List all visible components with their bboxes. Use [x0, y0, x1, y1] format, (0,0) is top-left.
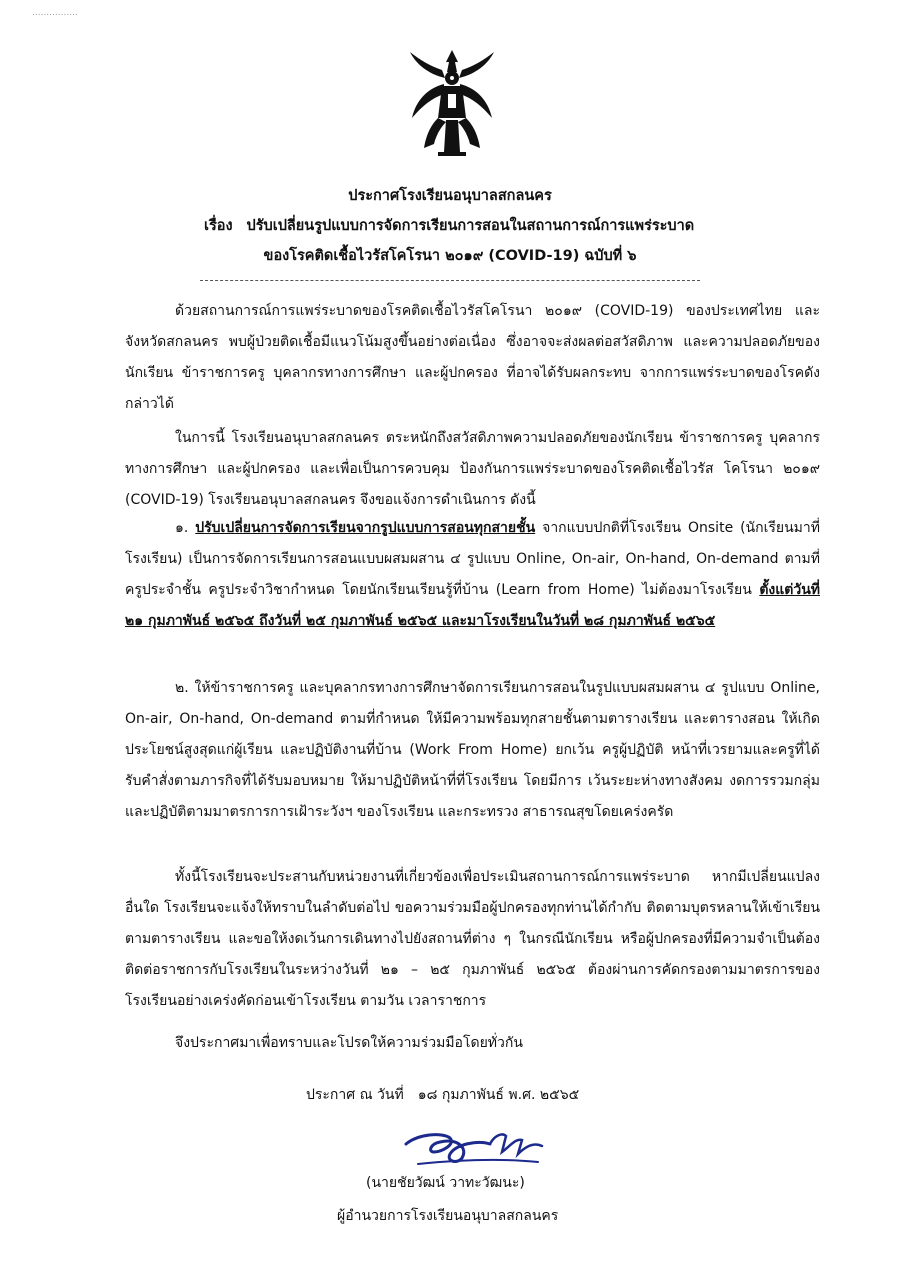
item-2 [125, 673, 820, 828]
header-divider [200, 280, 700, 281]
announcement-subject [204, 214, 900, 237]
coordination-paragraph [125, 862, 820, 1017]
page-mark: ................ [32, 8, 78, 18]
item-1 [125, 513, 820, 637]
signer-title: ผู้อำนวยการโรงเรียนอนุบาลสกลนคร [337, 1208, 559, 1224]
item-1-dates: ตั้งแต่วันที่ ๒๑ กุมภาพันธ์ ๒๕๖๕ ถึงวันที่ ๒๕ กุมภาพันธ์ ๒๕๖๕ และมาโรงเรียนในวันที่ ๒๘ กุมภาพันธ์ ๒๕๖๕ [125, 582, 821, 629]
intro-text: ด้วยสถานการณ์การแพร่ระบาดของโรคติดเชื้อไวรัสโคโรนา ๒๐๑๙ (COVID-19) ของประเทศไทย และจังหวัดสกลนคร พบผู้ป่วยติดเชื้อมีแนวโน้มสูงขึ้นอย่างต่อเนื่อง ซึ่งอาจจะส่งผลต่อสวัสดิภาพ และความปลอดภัยของนักเรียน ข้าราชการครู บุคลากรทางการศึกษา และผู้ปกครอง ที่อาจได้รับผลกระทบ จากการแพร่ระบาดของโรคดังกล่าวได้ [125, 303, 820, 412]
item-1-text: จากแบบปกติที่โรงเรียน Onsite (นักเรียนมาที่โรงเรียน) เป็นการจัดการเรียนการสอนแบบผสมผสาน ๔ รูปแบบ Online, On-air, On-hand, On-demand ตามที่ครูประจำชั้น ครูประจำวิชากำหนด โดยนักเรียนเรียนรู้ที่บ้าน (Learn from Home) ไม่ต้องมาโรงเรียน [125, 520, 820, 598]
item-2-text: ๒. ให้ข้าราชการครู และบุคลากรทางการศึกษาจัดการเรียนการสอนในรูปแบบผสมผสาน ๔ รูปแบบ Online, On-air, On-hand, On-demand ตามที่กำหนด ให้มีความพร้อมทุกสายชั้นตามตารางเรียน และตารางสอน ให้เกิดประโยชน์สูงสุดแก่ผู้เรียน และปฏิบัติงานที่บ้าน (Work From Home) ยกเว้น ครูผู้ปฏิบัติ หน้าที่เวรยามและครูที่ได้รับคำสั่งตามภารกิจที่ได้รับมอบหมาย ให้มาปฏิบัติหน้าที่ที่โรงเรียน โดยมีการ เว้นระยะห่างทางสังคม งดการรวมกลุ่มและปฏิบัติตามมาตรการการเฝ้าระวังฯ ของโรงเรียน และกระทรวง สาธารณสุขโดยเคร่งครัด [125, 680, 820, 820]
announced-date: ๑๘ กุมภาพันธ์ พ.ศ. ๒๕๖๕ [417, 1087, 580, 1103]
signature-image [398, 1122, 548, 1172]
action-paragraph [125, 423, 820, 516]
announced-label: ประกาศ ณ วันที่ [306, 1087, 404, 1103]
closing-text: จึงประกาศมาเพื่อทราบและโปรดให้ความร่วมมือโดยทั่วกัน [175, 1035, 523, 1051]
signer-name: (นายชัยวัฒน์ วาทะวัฒนะ) [366, 1175, 525, 1191]
garuda-emblem-icon [408, 48, 496, 158]
item-1-number: ๑. [175, 520, 189, 536]
subject-label: เรื่อง [204, 218, 233, 234]
announcement-title: ประกาศโรงเรียนอนุบาลสกลนคร [348, 188, 552, 204]
announcement-date [306, 1084, 579, 1106]
coordination-text: ทั้งนี้โรงเรียนจะประสานกับหน่วยงานที่เกี่ยวข้องเพื่อประเมินสถานการณ์การแพร่ระบาด หากมีเปลี่ยนแปลงอื่นใด โรงเรียนจะแจ้งให้ทราบในลำดับต่อไป ขอความร่วมมือผู้ปกครองทุกท่านได้กำกับ ติดตามบุตรหลานให้เข้าเรียนตามตารางเรียน และขอให้งดเว้นการเดินทางไปยังสถานที่ต่าง ๆ ในกรณีนักเรียน หรือผู้ปกครองที่มีความจำเป็นต้องติดต่อราชการกับโรงเรียนในระหว่างวันที่ ๒๑ – ๒๕ กุมภาพันธ์ ๒๕๖๕ ต้องผ่านการคัดกรองตามมาตรการของโรงเรียนอย่างเคร่งคัดก่อนเข้าโรงเรียน ตามวัน เวลาราชการ [125, 869, 820, 1009]
subject-line-2: ของโรคติดเชื้อไวรัสโคโรนา ๒๐๑๙ (COVID-19) ฉบับที่ ๖ [263, 248, 637, 264]
item-1-heading: ปรับเปลี่ยนการจัดการเรียนจากรูปแบบการสอนทุกสายชั้น [195, 520, 536, 536]
closing-paragraph [125, 1028, 820, 1059]
intro-paragraph [125, 296, 820, 420]
action-text: ในการนี้ โรงเรียนอนุบาลสกลนคร ตระหนักถึงสวัสดิภาพความปลอดภัยของนักเรียน ข้าราชการครู บุคลากรทางการศึกษา และผู้ปกครอง และเพื่อเป็นการควบคุม ป้องกันการแพร่ระบาดของโรคติดเชื้อไวรัส โคโรนา ๒๐๑๙ (COVID-19) โรงเรียนอนุบาลสกลนคร จึงขอแจ้งการดำเนินการ ดังนี้ [125, 430, 820, 508]
subject-line-1: ปรับเปลี่ยนรูปแบบการจัดการเรียนการสอนในสถานการณ์การแพร่ระบาด [246, 218, 695, 234]
